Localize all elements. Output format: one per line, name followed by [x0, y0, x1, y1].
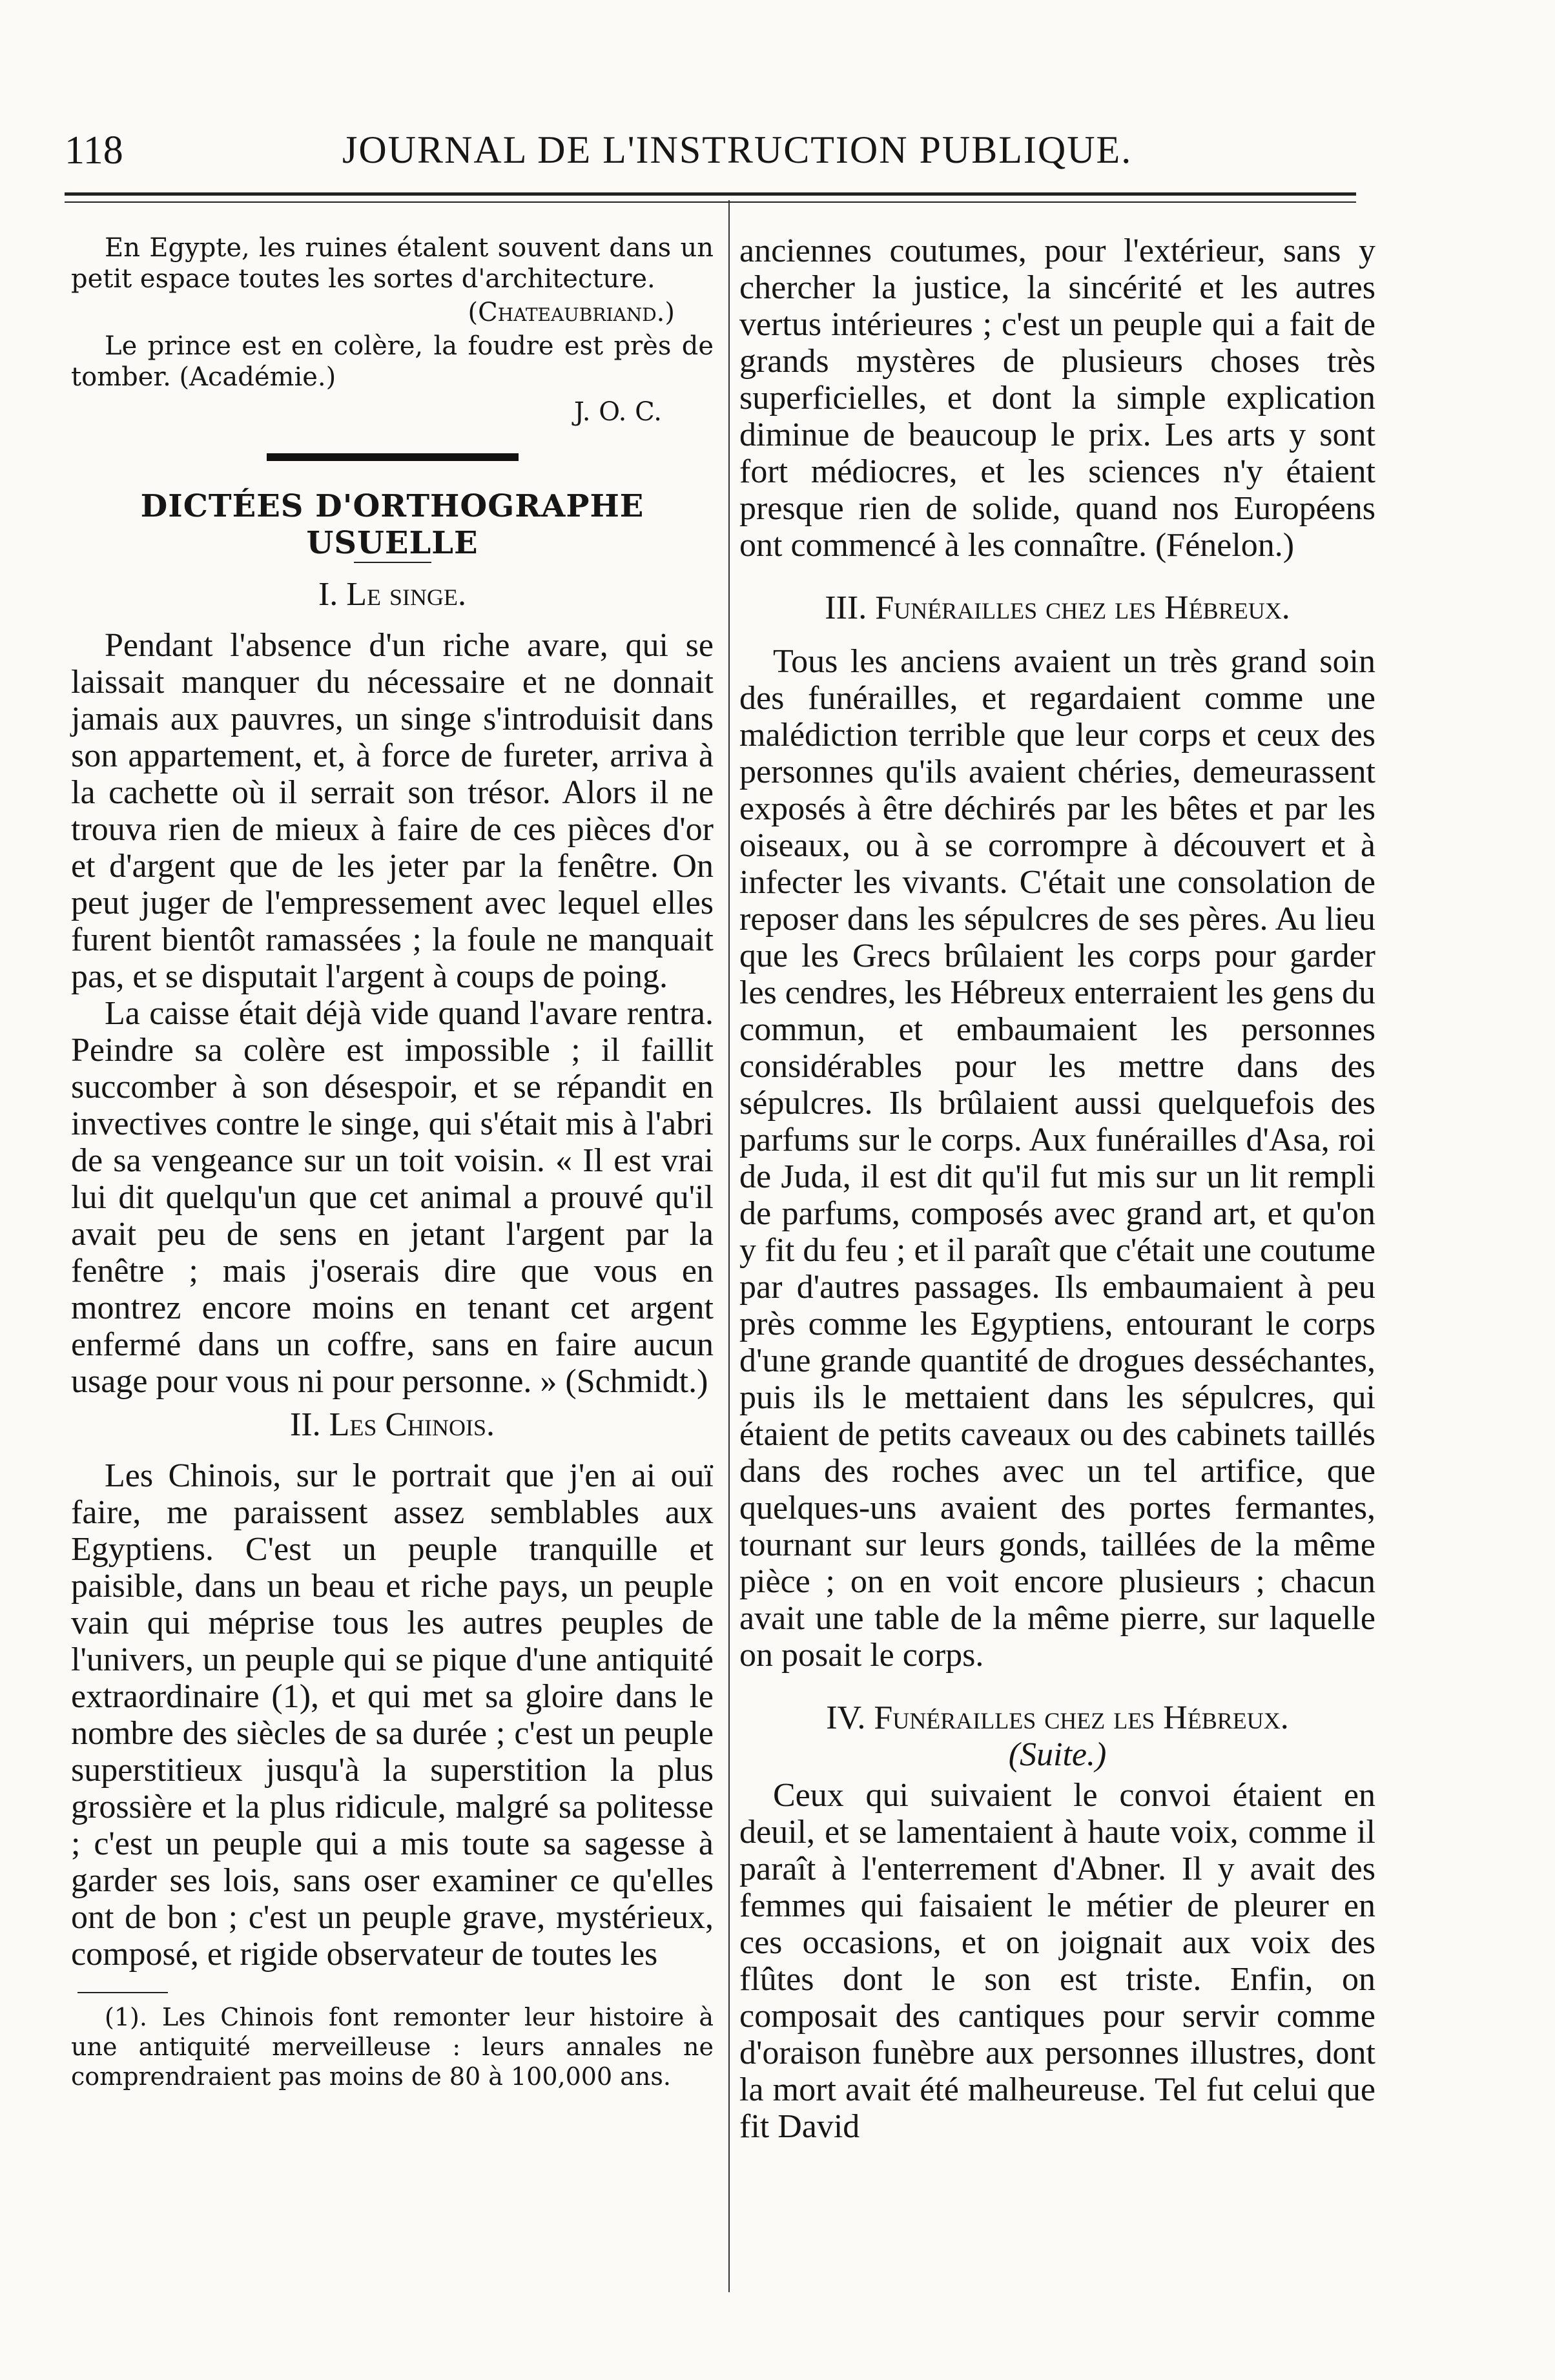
running-title: JOURNAL DE L'INSTRUCTION PUBLIQUE. — [342, 128, 1133, 171]
heading-le-singe: I. Le singe. — [318, 576, 467, 613]
footnote-block — [71, 2002, 714, 2091]
section-separator — [267, 453, 519, 461]
title-rule — [354, 562, 431, 563]
section-title: DICTÉES D'ORTHOGRAPHE USUELLE — [140, 488, 644, 561]
quote-egypt: En Egypte, les ruines étalent souvent dans un petit espace toutes les sortes d'architecture. — [71, 233, 714, 294]
column-divider — [728, 200, 730, 2292]
heading-suite: (Suite.) — [1008, 1736, 1107, 1773]
page-header — [65, 108, 1421, 180]
epigraph-block — [71, 232, 714, 427]
paragraph-chinois-cont: anciennes coutumes, pour l'extérieur, sans y chercher la justice, la sincérité et les autres vertus intérieures ; c'est un peuple qui a fait de grands mystères de plusieurs choses très superficielles, et dont la simple explication diminue de beaucoup le prix. Les arts y sont fort médiocres, et les sciences n'y étaient presque rien de solide, quand nos Européens ont commencé à les connaître. (Fénelon.) — [739, 232, 1375, 564]
paragraph-singe-1: Pendant l'absence d'un riche avare, qui se laissait manquer du nécessaire et ne donnait jamais aux pauvres, un singe s'introduisit dans son appartement, et, à force de fureter, arriva à la cachette où il serrait son trésor. Alors il ne trouva rien de mieux à faire de ces pièces d'or et d'argent que de les jeter par la fenêtre. On peut juger de l'empressement avec lequel elles furent bientôt ramassées ; la foule ne manquait pas, et se disputait l'argent à coups de poing. — [71, 627, 714, 995]
heading-funerailles-3: III. Funérailles chez les Hébreux. — [825, 590, 1290, 626]
paragraph-funerailles-4: Ceux qui suivaient le convoi étaient en deuil, et se lamentaient à haute voix, comme il paraît à l'enterrement d'Abner. Il y avait des femmes qui faisaient le métier de pleurer en ces occasions, et on joignait aux voix des flûtes dont le son est triste. Enfin, on composait des cantiques pour servir comme d'oraison funèbre aux personnes illustres, dont la mort avait été malheureuse. Tel fut celui que fit David — [739, 1777, 1375, 2145]
paragraph-chinois: Les Chinois, sur le portrait que j'en ai ouï faire, me paraissent assez semblables aux Egyptiens. C'est un peuple tranquille et paisible, dans un beau et riche pays, un peuple vain qui méprise tous les autres peuples de l'univers, un peuple qui se pique d'une antiquité extraordinaire (1), et qui met sa gloire dans le nombre des siècles de sa durée ; c'est un peuple superstitieux jusqu'à la superstition la plus grossière et la plus ridicule, malgré sa politesse ; c'est un peuple qui a mis toute sa sagesse à garder ses lois, sans oser examiner ce qu'elles ont de bon ; c'est un peuple grave, mystérieux, composé, et rigide observateur de toutes les — [71, 1457, 714, 1973]
paragraph-funerailles-3: Tous les anciens avaient un très grand soin des funérailles, et regardaient comme une malédiction terrible que leur corps et ceux des personnes qu'ils avaient chéries, demeurassent exposés à être déchirés par les bêtes et par les oiseaux, ou à se corrompre à découvert et à infecter les vivants. C'était une consolation de reposer dans les sépulcres de ses pères. Au lieu que les Grecs brûlaient les corps pour garder les cendres, les Hébreux enterraient les gens du commun, et embaumaient les personnes considérables pour les mettre dans des sépulcres. Ils brûlaient aussi quelquefois des parfums sur le corps. Aux funérailles d'Asa, roi de Juda, il est dit qu'il fut mis sur un lit rempli de parfums, composés avec grand art, et qu'on y fit du feu ; et il paraît que c'était une coutume par d'autres passages. Ils embaumaient à peu près comme les Egyptiens, entourant le corps d'une grande quantité de drogues desséchantes, puis ils le mettaient dans les sépulcres, qui étaient de petits caveaux ou des cabinets taillés dans des roches avec un tel artifice, que quelques-uns avaient des portes fermantes, tournant sur leurs gonds, taillées de la même pièce ; on en voit encore plusieurs ; chacun avait une table de la même pierre, sur laquelle on posait le corps. — [739, 643, 1375, 1674]
quote-prince: Le prince est en colère, la foudre est près de tomber. (Académie.) — [71, 331, 714, 392]
signature: J. O. C. — [573, 397, 662, 427]
quote-egypt-attribution: (Chateaubriand.) — [468, 298, 675, 327]
heading-funerailles-4: IV. Funérailles chez les Hébreux. — [826, 1699, 1289, 1736]
heading-les-chinois: II. Les Chinois. — [289, 1406, 495, 1443]
header-rule-thin — [65, 201, 1356, 203]
right-column — [739, 232, 1375, 2145]
paragraph-singe-2: La caisse était déjà vide quand l'avare rentra. Peindre sa colère est impossible ; il faillit succomber à son désespoir, et se répandit en invectives contre le singe, qui s'était mis à l'abri de sa vengeance sur un toit voisin. « Il est vrai lui dit quelqu'un que cet animal a prouvé qu'il avait peu de sens en jetant l'argent par la fenêtre ; mais j'oserais dire que vous en montrez encore moins en tenant cet argent enfermé dans un coffre, sans en faire aucun usage pour vous ni pour personne. » (Schmidt.) — [71, 995, 714, 1400]
footnote-1: (1). Les Chinois font remonter leur histoire à une antiquité merveilleuse : leurs annales ne comprendraient pas moins de 80 à 100,000 ans. — [71, 2003, 714, 2091]
page-number: 118 — [65, 128, 123, 172]
left-column — [71, 232, 714, 2091]
footnote-rule — [77, 1992, 168, 1993]
header-rule — [65, 192, 1356, 196]
